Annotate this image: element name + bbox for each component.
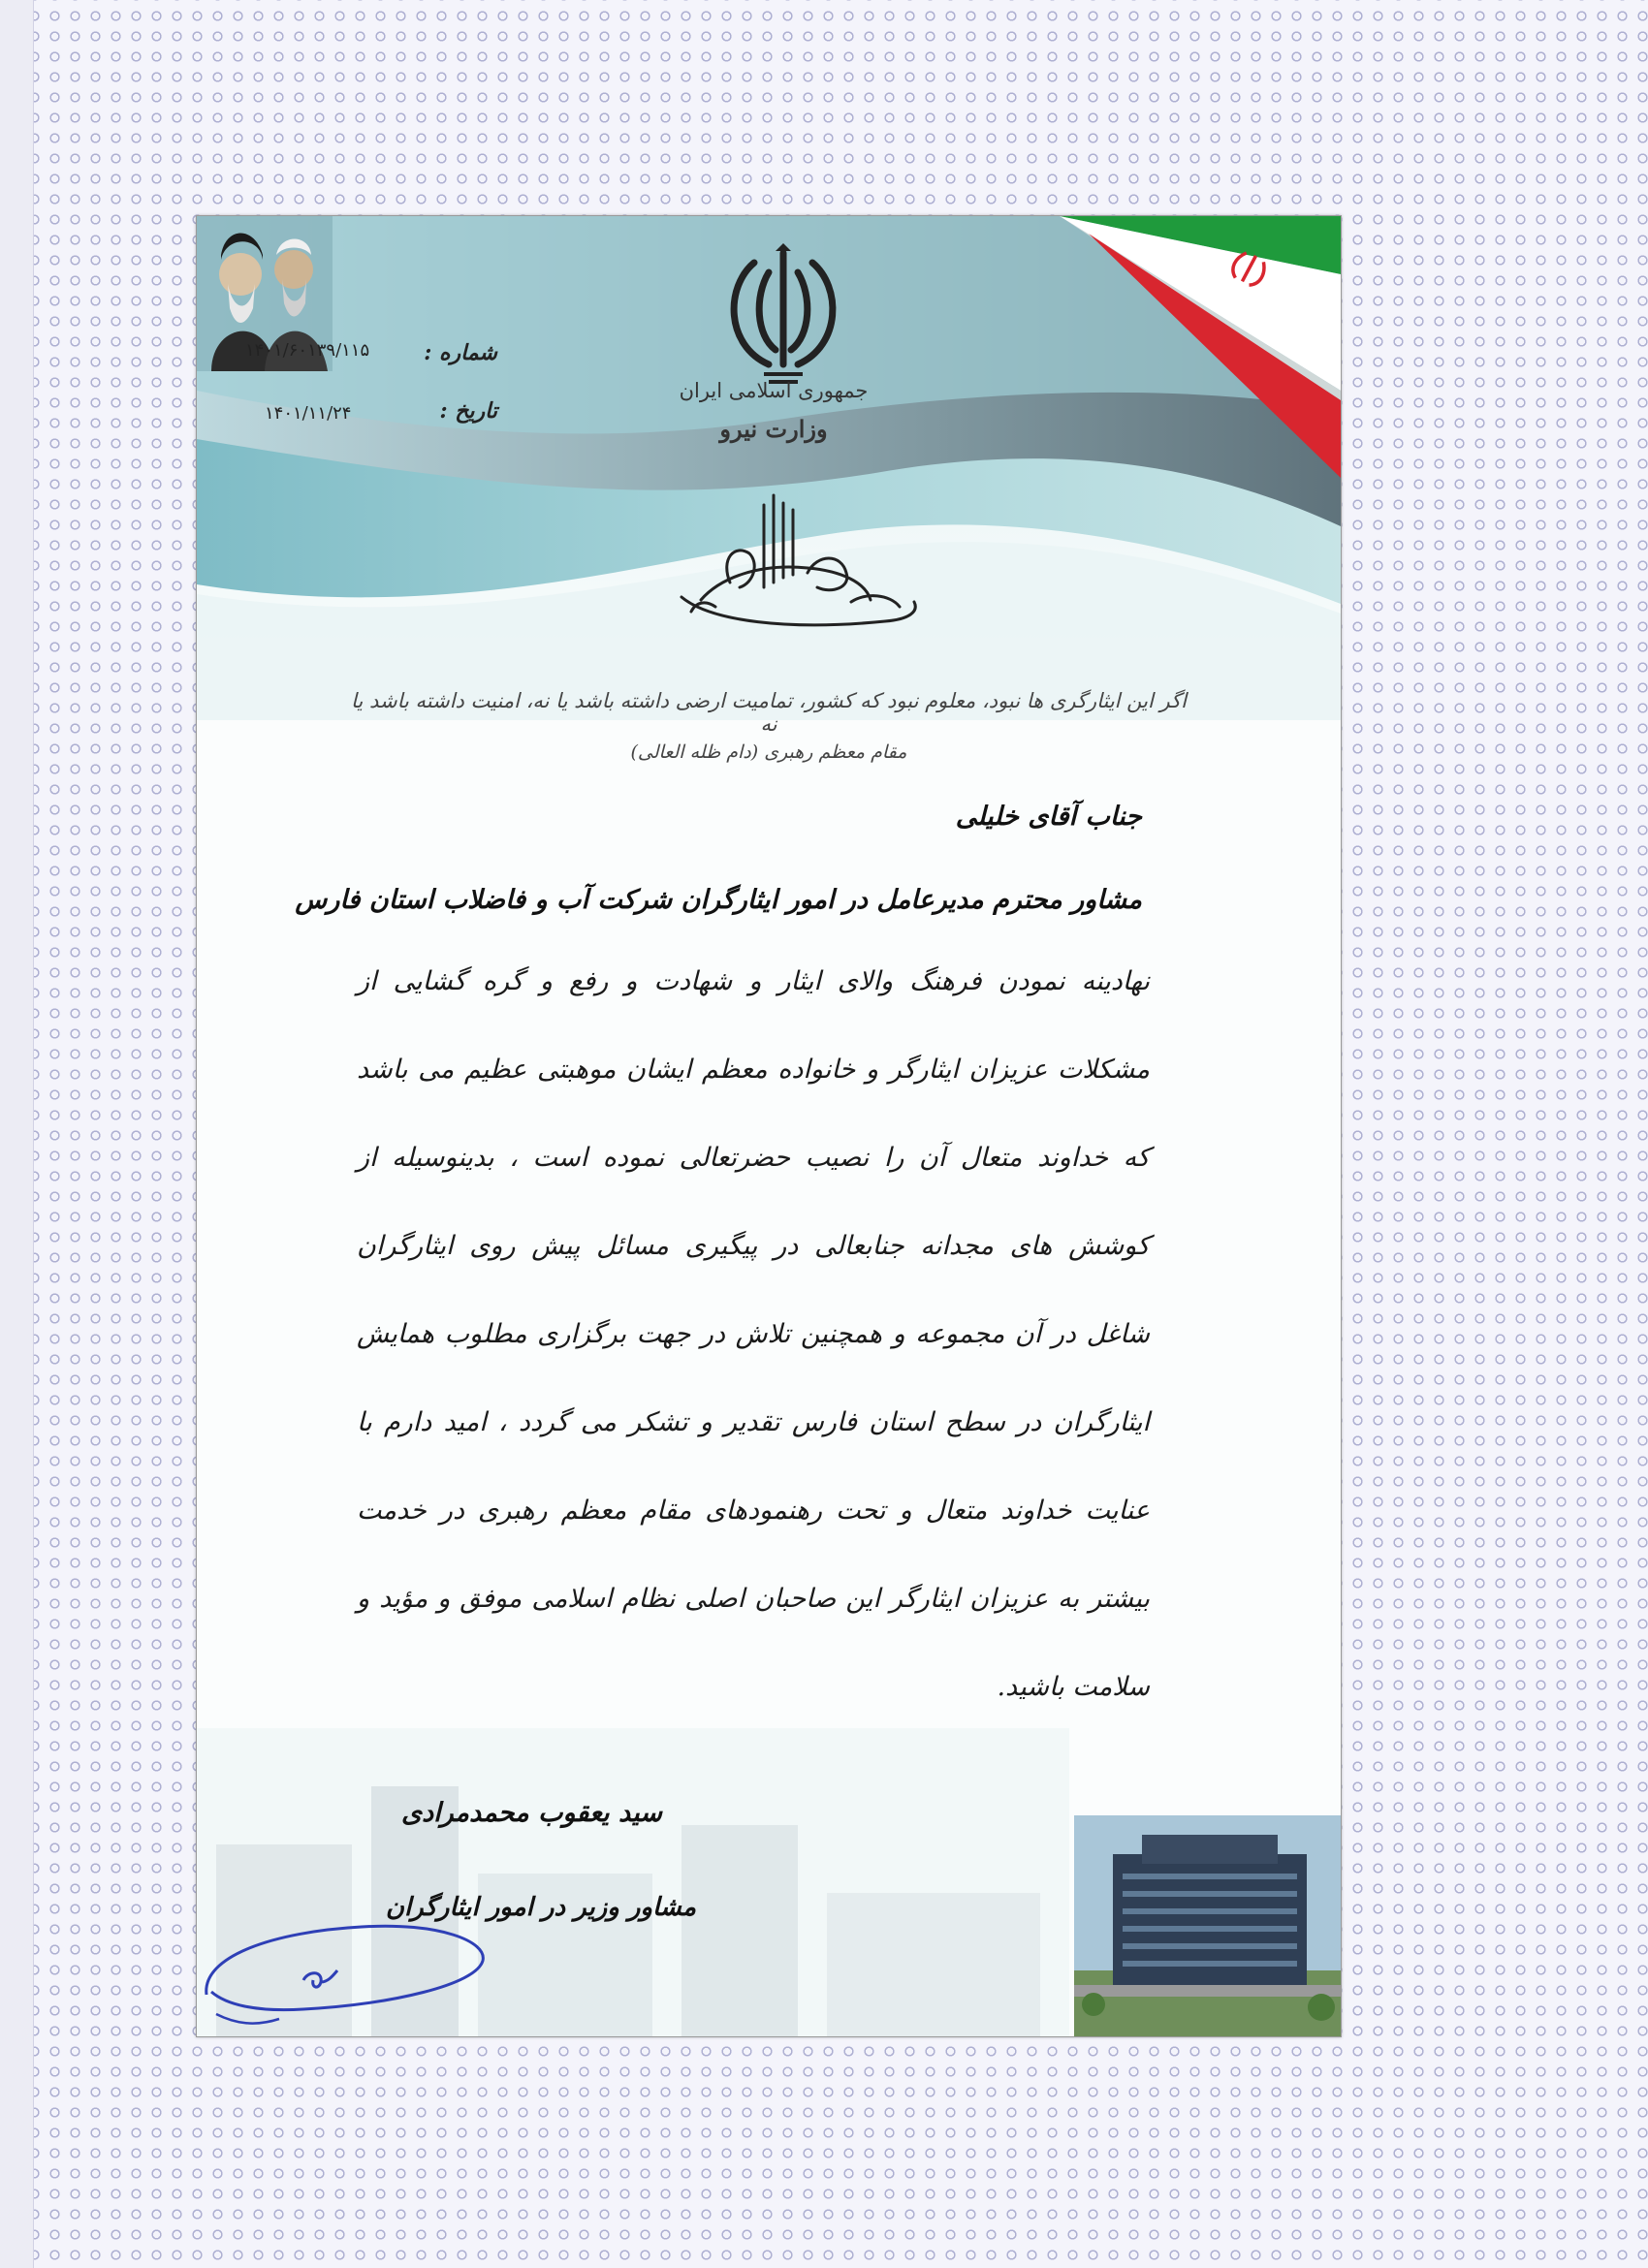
ministry-building-photo-icon [1074, 1815, 1341, 2036]
letter-body: نهادینه نمودن فرهنگ والای ایثار و شهادت و رفع و گره گشایی از مشکلات عزیزان ایثارگر و خانواده معظم ایشان موهبتی عظیم می باشد که خداوند متعال آن را نصیب حضرتعالی نموده است ، بدینوسیله از کوشش های مجدانه جنابعالی در پیگیری مسائل پیش روی ایثارگران شاغل در آن مجموعه و همچنین تلاش در جهت برگزاری مطلوب همایش ایثارگران در سطح استان فارس تقدیر و تشکر می گردد ، امید دارم با عنایت خداوند متعال و تحت رهنمودهای مقام معظم رهبری در خدمت بیشتر به عزیزان ایثارگر این صاحبان اصلی نظام اسلامی موفق و مؤید و سلامت باشید. [357, 966, 1150, 1702]
ministry-name: وزارت نیرو [719, 415, 828, 443]
handwritten-signature-icon [197, 1903, 497, 2037]
letter-date-row [439, 398, 497, 424]
recipient-title: مشاور محترم مدیرعامل در امور ایثارگران شرکت آب و فاضلاب استان فارس [295, 885, 1142, 915]
iran-flag-icon [1050, 216, 1341, 507]
letter-page [196, 215, 1342, 2037]
letter-date-label: تاریخ : [439, 398, 497, 424]
letter-date-value-row [265, 400, 351, 424]
letter-number-value-row [245, 337, 369, 361]
salutation: جناب آقای خلیلی [955, 802, 1142, 832]
letter-number-label: شماره : [424, 340, 497, 365]
ministry-header [652, 371, 895, 449]
letter-number-row [424, 340, 497, 365]
ministry-country: جمهوری اسلامی ایران [679, 379, 869, 402]
bismillah-calligraphy-icon [672, 486, 924, 631]
binder-margin [0, 0, 34, 2268]
iran-emblem-icon [715, 243, 851, 389]
letter-number-value: ۱۴۰۱/۶۰۱۳۹/۱۱۵ [245, 340, 370, 361]
leader-quote: اگر این ایثارگری ها نبود، معلوم نبود که کشور، تمامیت ارضی داشته باشد یا نه، امنیت داشته باشد یا نه [351, 689, 1187, 736]
letter-date-value: ۱۴۰۱/۱۱/۲۴ [265, 403, 352, 424]
leader-quote-attribution: مقام معظم رهبری (دام ظله العالی) [630, 741, 907, 763]
signer-name: سید یعقوب محمدمرادی [401, 1798, 662, 1828]
signer-title: مشاور وزیر در امور ایثارگران [385, 1893, 696, 1922]
